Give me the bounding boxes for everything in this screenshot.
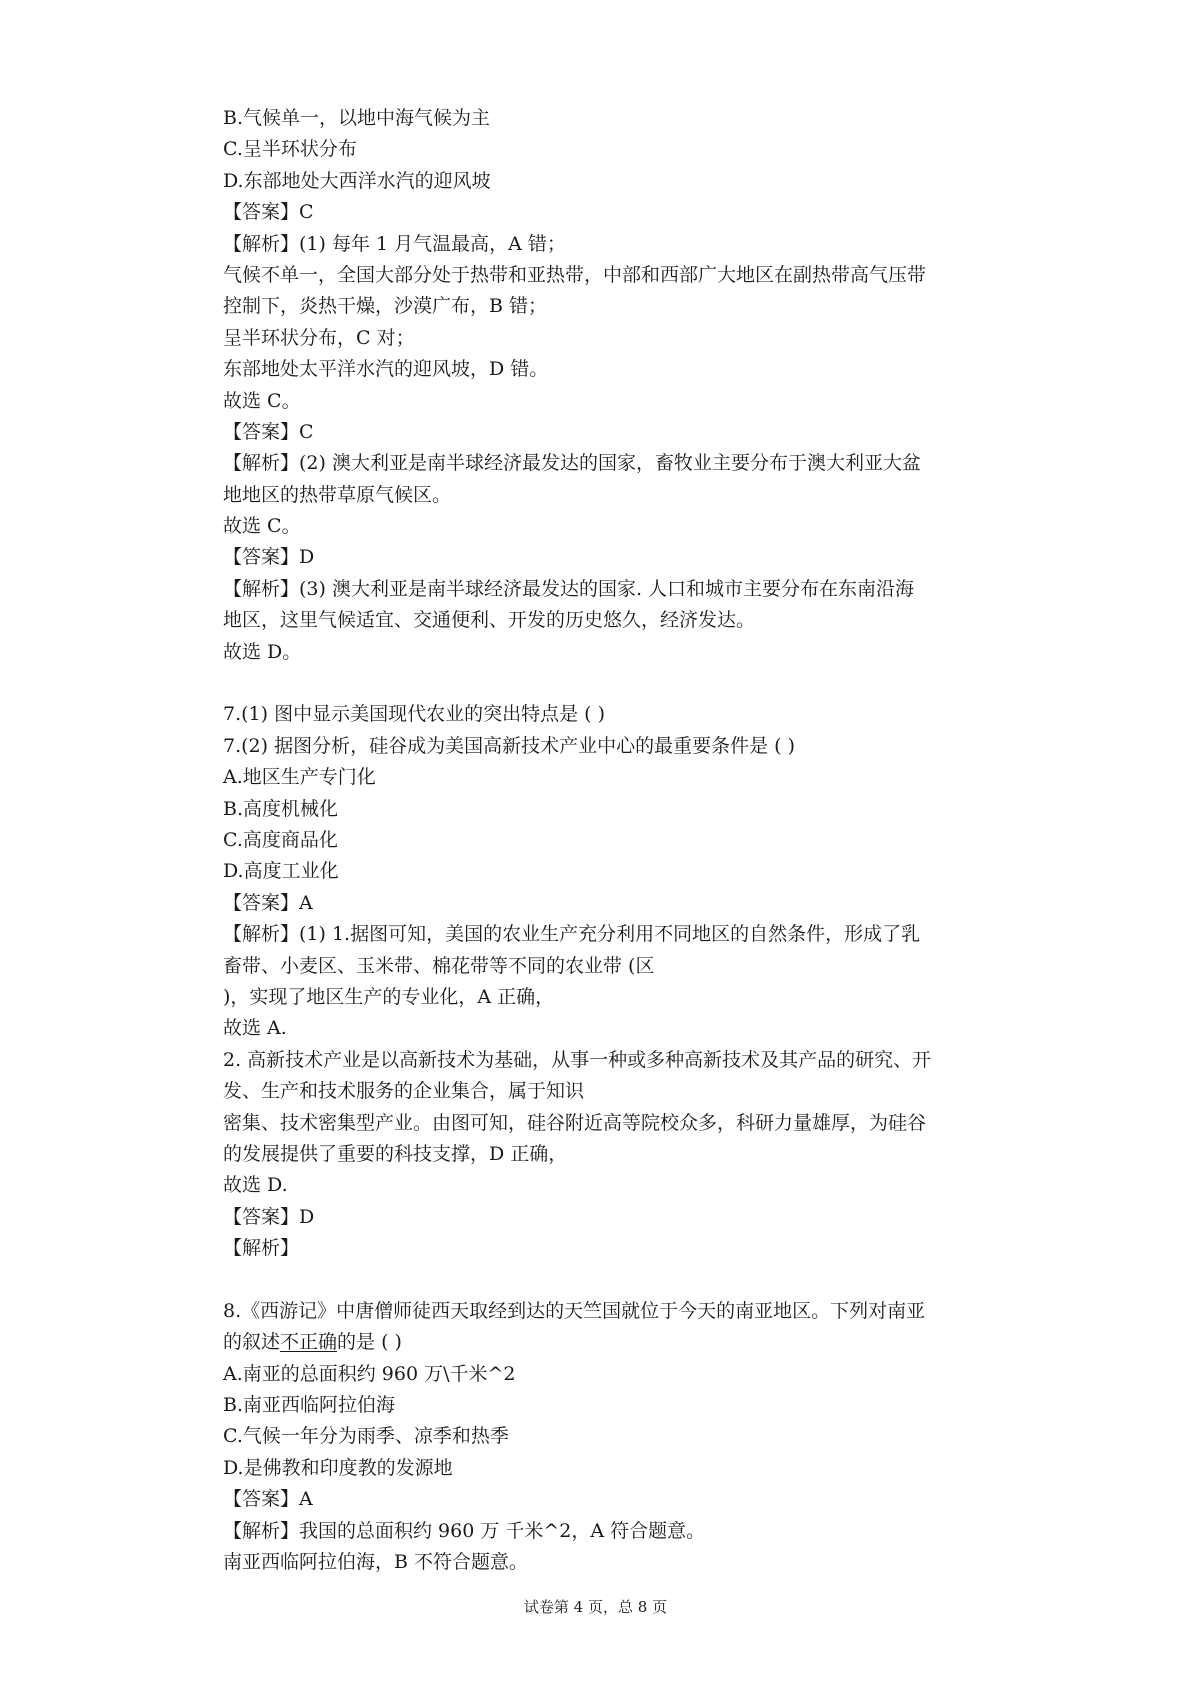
analysis-line: 【解析】	[223, 1237, 300, 1260]
underlined-emphasis: 不正确	[280, 1331, 338, 1354]
answer-line: 【答案】A	[223, 1488, 313, 1511]
text-line: D.东部地处大西洋水汽的迎风坡	[223, 169, 491, 192]
option-line: D.是佛教和印度教的发源地	[223, 1456, 453, 1479]
text-line: 地地区的热带草原气候区。	[223, 483, 452, 506]
text-line: 地区，这里气候适宜、交通便利、开发的历史悠久，经济发达。	[223, 609, 756, 632]
text-line: 南亚西临阿拉伯海，B 不符合题意。	[223, 1550, 529, 1573]
text-line: 2. 高新技术产业是以高新技术为基础，从事一种或多种高新技术及其产品的研究、开	[223, 1048, 932, 1071]
text-line: 畜带、小麦区、玉米带、棉花带等不同的农业带 (区	[223, 954, 655, 977]
text-line: 故选 C。	[223, 389, 301, 412]
text-line: 控制下，炎热干燥，沙漠广布，B 错；	[223, 295, 548, 318]
blank-line	[223, 668, 1023, 699]
text-line: 东部地处太平洋水汽的迎风坡，D 错。	[223, 358, 549, 381]
text-line: 故选 A.	[223, 1017, 287, 1040]
question-text: 的叙述	[223, 1331, 281, 1354]
answer-line: 【答案】C	[223, 201, 314, 224]
blank-line	[223, 1264, 1023, 1295]
text-line: 的发展提供了重要的科技支撑，D 正确，	[223, 1142, 568, 1165]
text-line: 发、生产和技术服务的企业集合，属于知识	[223, 1080, 585, 1103]
option-line: A.地区生产专门化	[223, 766, 376, 789]
text-line: 故选 D.	[223, 1174, 288, 1197]
option-line: A.南亚的总面积约 960 万\千米^2	[223, 1362, 516, 1385]
text-line: 故选 D。	[223, 640, 302, 663]
option-line: C.高度商品化	[223, 828, 338, 851]
question-line	[223, 1327, 1023, 1358]
text-line: C.呈半环状分布	[223, 138, 357, 161]
text-line: B.气候单一，以地中海气候为主	[223, 107, 491, 129]
analysis-line: 【解析】(3) 澳大利亚是南半球经济最发达的国家. 人口和城市主要分布在东南沿海	[223, 577, 915, 600]
text-line: 密集、技术密集型产业。由图可知，硅谷附近高等院校众多，科研力量雄厚，为硅谷	[223, 1111, 927, 1134]
analysis-line: 【解析】(1) 1.据图可知，美国的农业生产充分利用不同地区的自然条件，形成了乳	[223, 923, 921, 946]
question-line: 7.(1) 图中显示美国现代农业的突出特点是 ( )	[223, 703, 605, 726]
analysis-line: 【解析】(1) 每年 1 月气温最高，A 错；	[223, 232, 566, 255]
option-line: B.高度机械化	[223, 797, 339, 820]
text-line: )，实现了地区生产的专业化，A 正确，	[223, 985, 555, 1008]
answer-line: 【答案】C	[223, 420, 314, 443]
option-line: D.高度工业化	[223, 860, 339, 883]
document-body	[223, 103, 1023, 1578]
page-footer: 试卷第 4 页，总 8 页	[523, 1598, 668, 1616]
option-line: B.南亚西临阿拉伯海	[223, 1394, 396, 1417]
answer-line: 【答案】D	[223, 1205, 315, 1228]
text-line: 呈半环状分布，C 对；	[223, 326, 415, 349]
question-line: 7.(2) 据图分析，硅谷成为美国高新技术产业中心的最重要条件是 ( )	[223, 734, 795, 757]
analysis-line: 【解析】(2) 澳大利亚是南半球经济最发达的国家，畜牧业主要分布于澳大利亚大盆	[223, 452, 921, 475]
text-line: 气候不单一，全国大部分处于热带和亚热带，中部和西部广大地区在副热带高气压带	[223, 263, 927, 286]
answer-line: 【答案】A	[223, 891, 313, 914]
question-text: 的是 ( )	[337, 1331, 402, 1354]
answer-line: 【答案】D	[223, 546, 315, 569]
analysis-line: 【解析】我国的总面积约 960 万 千米^2，A 符合题意。	[223, 1519, 706, 1542]
option-line: C.气候一年分为雨季、凉季和热季	[223, 1425, 509, 1448]
text-line: 故选 C。	[223, 515, 301, 538]
question-line: 8.《西游记》中唐僧师徒西天取经到达的天竺国就位于今天的南亚地区。下列对南亚	[223, 1299, 926, 1322]
